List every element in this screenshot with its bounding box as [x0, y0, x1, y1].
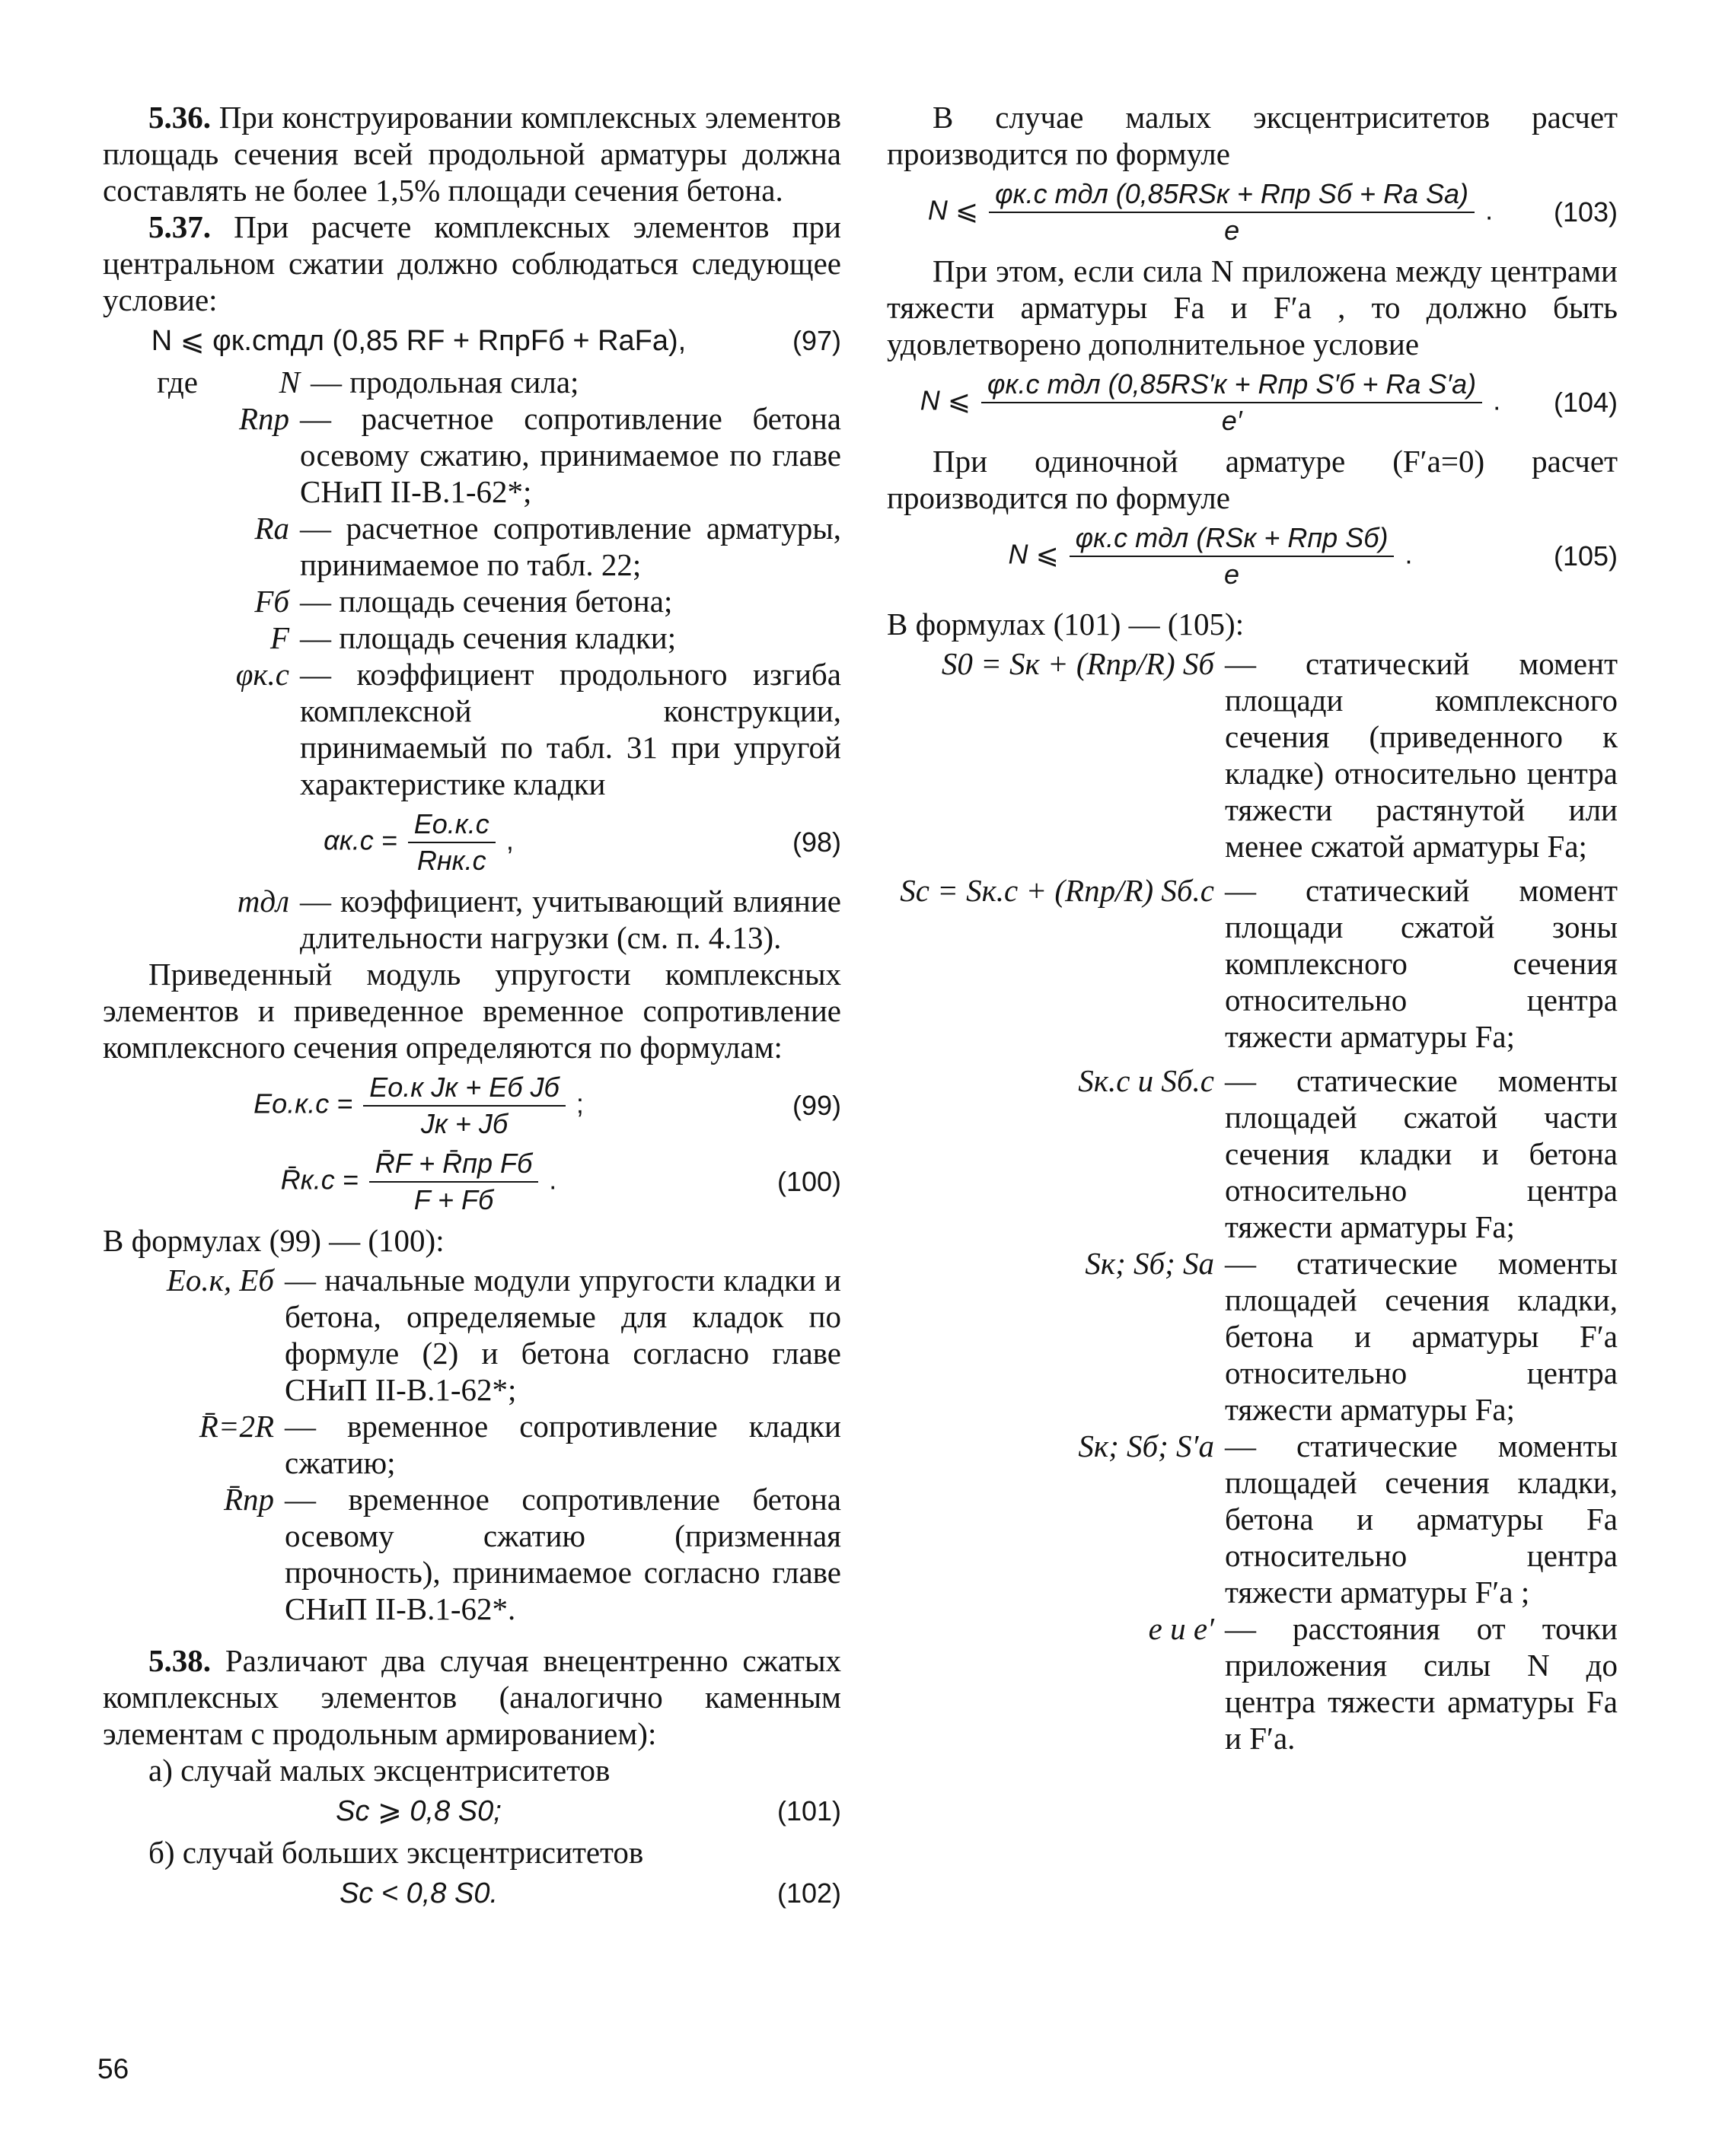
definition-text: — статические моменты площадей сечения кладки, бетона и арматуры Fа относительно центра тяжести арматуры F′а ; [1225, 1428, 1618, 1610]
fraction-denominator: e [1224, 215, 1240, 246]
definition-text: — коэффициент продольного изгиба комплексной конструкции, принимаемый по табл. 31 при упругой характеристике кладки [300, 657, 841, 801]
fraction-numerator: φк.с mдл (0,85RS′к + Rпр S′б + Rа S′а) [981, 367, 1482, 403]
formulas-99-100-heading: В формулах (99) — (100): [103, 1223, 445, 1258]
formula-punct: ; [576, 1088, 584, 1119]
formula-body [103, 1070, 735, 1142]
definition-symbol: Rа [254, 511, 289, 546]
clause-text: При расчете комплексных элементов при центральном сжатии должно соблюдаться следующее условие: [103, 209, 841, 317]
fraction-numerator: φк.с mдл (0,85RSк + Rпр Sб + Rа Sа) [989, 177, 1475, 213]
clause-number: 5.36. [148, 100, 211, 135]
formula-lhs: N ⩽ [927, 194, 979, 226]
formula-104 [887, 367, 1618, 438]
fraction-denominator: Jк + Jб [420, 1108, 509, 1139]
formula-number: (100) [776, 1166, 841, 1197]
definition-text: — начальные модули упругости кладки и бетона, определяемые для кладок по формуле (2) и бетона согласно главе СНиП II-В.1-62*; [285, 1263, 841, 1407]
definition-text: — временное сопротивление кладки сжатию; [285, 1409, 841, 1480]
definition-mdl [103, 883, 841, 956]
formula-101 [103, 1793, 841, 1830]
paragraph-5-38 [103, 1642, 841, 1752]
paragraph-single-reinforcement: При одиночной арматуре (F′а=0) расчет производится по формуле [887, 444, 1618, 515]
case-a-label: а) случай малых эксцентриситетов [148, 1753, 611, 1788]
definition-text: — расстояния от точки приложения силы N до центра тяжести арматуры Fа и F′а. [1225, 1611, 1618, 1756]
formula-punct: . [1485, 194, 1494, 226]
formula-number: (105) [1553, 540, 1618, 572]
formula-number: (101) [776, 1795, 841, 1826]
formula-body [887, 367, 1534, 438]
definition-symbol: Rпр [238, 401, 289, 436]
definition-text: — коэффициент, учитывающий влияние длительности нагрузки (см. п. 4.13). [300, 884, 841, 955]
definition-text: — статические моменты площадей сжатой части сечения кладки и бетона относительно центра тяжести арматуры Fа; [1225, 1063, 1618, 1244]
definition-symbol: Sк; Sб; S′а [1078, 1428, 1214, 1463]
definition-symbol: Sк; Sб; Sа [1085, 1246, 1214, 1281]
formula-punct: , [505, 824, 514, 856]
formula-lhs: R̄к.с = [280, 1164, 359, 1196]
formula-punct: . [549, 1164, 557, 1196]
formula-97 [103, 323, 841, 359]
formula-punct: . [1493, 384, 1501, 416]
page-number: 56 [97, 2053, 129, 2084]
definition-symbol: R̄пр [223, 1482, 274, 1517]
definition-symbol: φк.с [235, 657, 289, 692]
definition-symbol: Eо.к, Eб [166, 1263, 274, 1298]
formula-98 [103, 807, 841, 878]
formula-number: (98) [792, 826, 841, 858]
definitions-101-105 [887, 645, 1618, 1756]
formula-number: (102) [776, 1877, 841, 1909]
definition-symbol: R̄=2R [199, 1409, 274, 1444]
definition-symbol: Sс = Sк.с + (Rпр/R) Sб.с [900, 873, 1214, 908]
fraction-denominator: e′ [1221, 405, 1242, 436]
fraction-numerator: Eо.к Jк + Eб Jб [363, 1070, 566, 1107]
definition-symbol: F [269, 620, 289, 655]
definition-text: — статический момент площади комплексного сечения (приведенного к кладке) относительно центра тяжести растянутой или менее сжатой арматуры Fа; [1225, 646, 1618, 864]
clause-number: 5.37. [148, 209, 211, 244]
formula-number: (104) [1553, 387, 1618, 418]
formula-99 [103, 1070, 841, 1142]
formula-lhs: αк.с = [324, 824, 397, 856]
fraction-numerator: R̄F + R̄пр Fб [369, 1146, 538, 1183]
paragraph-5-37 [103, 209, 841, 318]
formula-103 [887, 177, 1618, 248]
definition-text: — расчетное сопротивление арматуры, принимаемое по табл. 22; [300, 511, 841, 582]
formula-number: (97) [792, 325, 841, 356]
formula-body: Sс < 0,8 S0. [339, 1877, 499, 1909]
formula-body: N ⩽ φк.сmдл (0,85 RF + RпрFб + RаFа), [151, 325, 687, 357]
clause-text: Различают два случая внецентренно сжатых комплексных элементов (аналогично каменным элементам с продольным армированием): [103, 1643, 842, 1751]
formula-lhs: N ⩽ [920, 384, 971, 416]
definition-text: — статические моменты площадей сечения кладки, бетона и арматуры F′а относительно центра тяжести арматуры Fа; [1225, 1246, 1618, 1427]
right-column [887, 99, 1618, 1760]
formula-lhs: Eо.к.с = [253, 1088, 353, 1119]
clause-text: При конструировании комплексных элементов площадь сечения всей продольной арматуры должна составлять не более 1,5% площади сечения бетона. [103, 100, 841, 208]
definition-text: — временное сопротивление бетона осевому сжатию (призменная прочность), принимаемое согласно главе СНиП II-В.1-62*. [285, 1482, 841, 1626]
definition-text: — расчетное сопротивление бетона осевому сжатию, принимаемое по главе СНиП II-В.1-62*; [300, 401, 841, 509]
formula-lhs: N ⩽ [1008, 538, 1059, 570]
fraction-denominator: e [1224, 559, 1240, 590]
definition-text: — площадь сечения кладки; [300, 620, 677, 655]
definition-text: — площадь сечения бетона; [300, 584, 673, 619]
formula-number: (103) [1553, 196, 1618, 228]
case-b-label: б) случай больших эксцентриситетов [148, 1835, 644, 1870]
formula-102 [103, 1875, 841, 1912]
fraction-denominator: F + Fб [413, 1184, 494, 1215]
definition-symbol: Fб [254, 584, 289, 619]
definition-symbol: S0 = Sк + (Rпр/R) Sб [941, 646, 1214, 681]
formula-body [887, 177, 1534, 248]
fraction-numerator: φк.с mдл (RSк + Rпр Sб) [1070, 521, 1395, 557]
formula-body [103, 807, 735, 878]
clause-number: 5.38. [148, 1643, 211, 1678]
formulas-101-105-heading: В формулах (101) — (105): [887, 607, 1245, 642]
definition-symbol: mдл [237, 884, 289, 919]
definition-symbol: N [279, 365, 300, 400]
fraction-denominator: Rнк.с [416, 845, 486, 876]
paragraph-5-36 [103, 99, 841, 209]
paragraph-modulus: Приведенный модуль упругости комплексных элементов и приведенное временное сопротивление комплексного сечения определяются по формулам: [103, 957, 841, 1065]
fraction-numerator: Eо.к.с [408, 807, 496, 843]
where-label: где [157, 365, 198, 400]
formula-100 [103, 1146, 841, 1218]
definition-symbol: e и e′ [1148, 1611, 1214, 1646]
formula-105 [887, 521, 1618, 592]
formula-body [103, 1146, 735, 1218]
left-column [103, 99, 841, 1916]
formula-punct: . [1405, 538, 1413, 570]
definition-text: — статический момент площади сжатой зоны комплексного сечения относительно центра тяжести арматуры Fа; [1225, 873, 1618, 1054]
formula-body: Sс ⩾ 0,8 S0; [336, 1795, 502, 1827]
definitions-99-100 [103, 1262, 841, 1627]
paragraph-force-between: При этом, если сила N приложена между центрами тяжести арматуры Fа и F′а , то должно быть удовлетворено дополнительное условие [887, 253, 1618, 361]
definitions-97 [103, 364, 841, 802]
definition-symbol: Sк.с и Sб.с [1078, 1063, 1214, 1098]
formula-number: (99) [792, 1090, 841, 1121]
formula-body [887, 521, 1534, 592]
definition-text: — продольная сила; [311, 365, 579, 400]
paragraph-small-eccentricity: В случае малых эксцентриситетов расчет производится по формуле [887, 100, 1618, 171]
